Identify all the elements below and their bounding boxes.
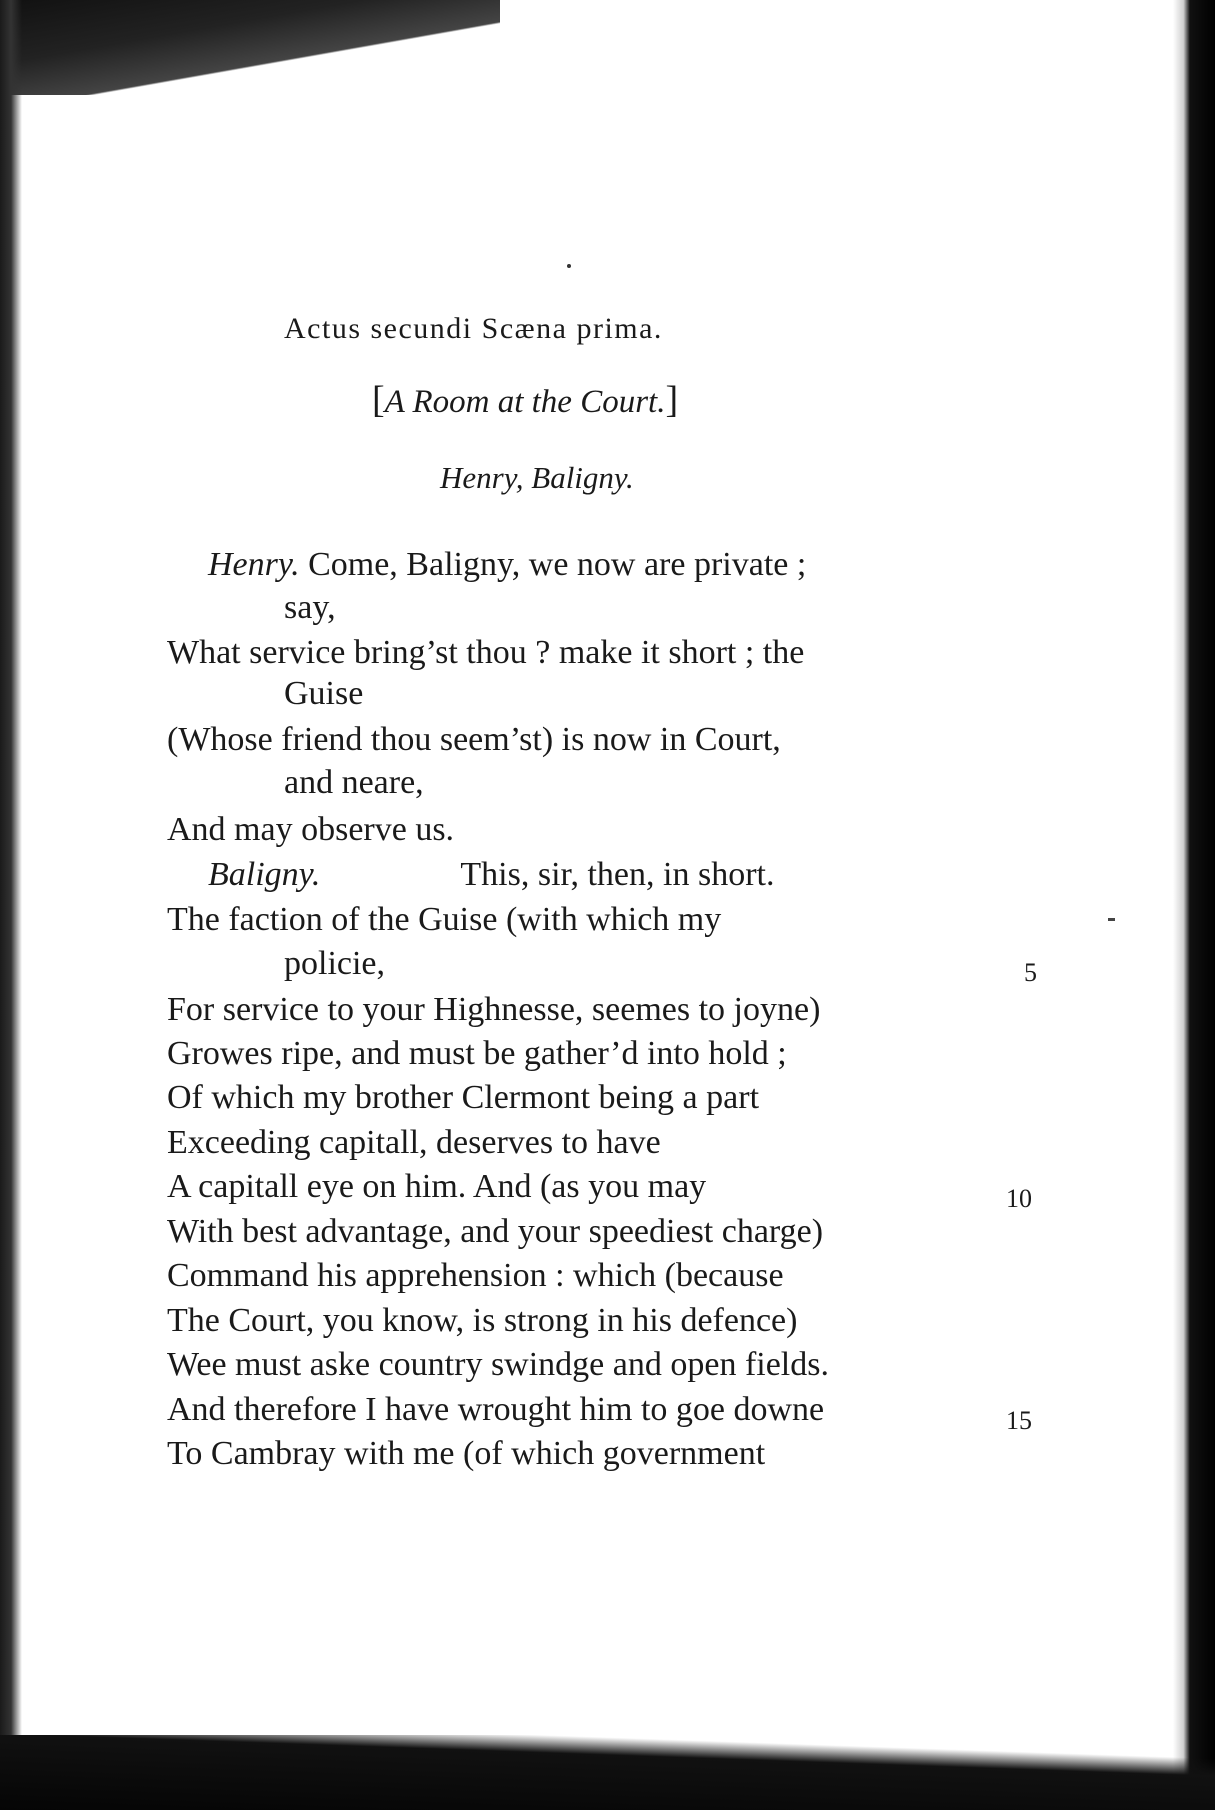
- verse-line: [167, 1126, 661, 1160]
- line-text: A capitall eye on him. And (as you may: [167, 1168, 707, 1205]
- verse-line: [167, 813, 454, 847]
- setting-text: A Room at the Court.: [384, 384, 666, 420]
- line-text: What service bring’st thou ? make it short ; the: [167, 634, 805, 671]
- verse-line: [284, 677, 363, 711]
- line-text: Of which my brother Clermont being a part: [167, 1079, 760, 1116]
- line-text: The Court, you know, is strong in his defence): [167, 1302, 798, 1339]
- verse-line: [167, 1259, 784, 1293]
- line-text: Wee must aske country swindge and open fields.: [167, 1346, 829, 1383]
- line-text: Growes ripe, and must be gather’d into hold ;: [167, 1035, 787, 1072]
- line-number: 15: [1006, 1406, 1032, 1435]
- verse-line: [208, 548, 806, 582]
- line-text: The faction of the Guise (with which my: [167, 901, 722, 938]
- verse-line: [167, 1348, 829, 1382]
- line-text: say,: [284, 589, 336, 626]
- verse-line: [167, 903, 721, 937]
- line-text: policie,: [284, 945, 386, 982]
- verse-line: [167, 1393, 824, 1427]
- line-text: For service to your Highnesse, seemes to joyne): [167, 991, 821, 1028]
- line-text: To Cambray with me (of which government: [167, 1435, 766, 1472]
- line-text: This, sir, then, in short.: [460, 856, 775, 893]
- characters-list: Henry, Baligny.: [440, 460, 634, 495]
- setting-close-bracket: ]: [665, 379, 679, 421]
- verse-line: [284, 591, 336, 625]
- line-text: and neare,: [284, 764, 424, 801]
- line-number: 5: [1024, 958, 1037, 987]
- speaker-name: Baligny.: [208, 856, 321, 893]
- scene-heading: Actus secundi Scæna prima.: [284, 312, 663, 345]
- line-text: Guise: [284, 675, 364, 712]
- line-number: 10: [1006, 1184, 1032, 1213]
- verse-line: [167, 636, 804, 670]
- verse-line: [284, 766, 424, 800]
- line-text: Command his apprehension : which (because: [167, 1257, 784, 1294]
- line-text: Exceeding capitall, deserves to have: [167, 1124, 661, 1161]
- verse-line: [167, 993, 820, 1027]
- verse-line: [284, 947, 385, 981]
- verse-line: [167, 1437, 765, 1471]
- verse-line: [167, 1304, 797, 1338]
- line-text: With best advantage, and your speediest charge): [167, 1213, 824, 1250]
- verse-line: [208, 858, 774, 892]
- line-text: And therefore I have wrought him to goe downe: [167, 1391, 825, 1428]
- verse-line: [167, 1037, 787, 1071]
- verse-line: [167, 1215, 823, 1249]
- setting-open-bracket: [: [372, 379, 385, 421]
- speaker-name: Henry.: [208, 546, 300, 583]
- line-text: (Whose friend thou seem’st) is now in Court,: [167, 721, 781, 758]
- verse-line: [167, 1081, 759, 1115]
- verse-line: [167, 1170, 706, 1204]
- line-text: And may observe us.: [167, 811, 455, 848]
- verse-line: [167, 723, 781, 757]
- line-text: Come, Baligny, we now are private ;: [308, 546, 807, 583]
